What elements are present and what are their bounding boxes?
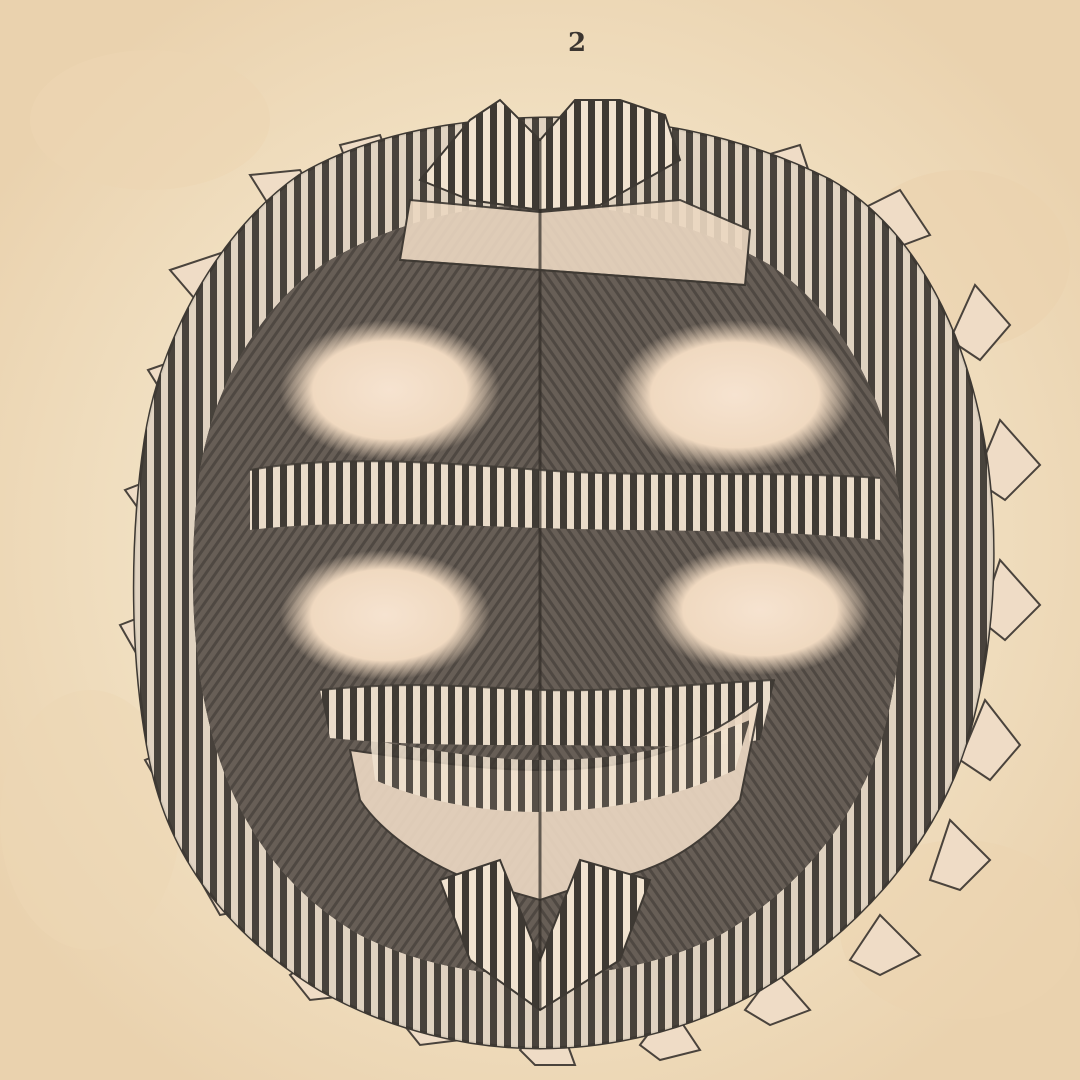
pale-patch-upper-right [615, 320, 855, 470]
pale-patch-lower-right [650, 545, 870, 675]
pale-patch-lower-left [280, 550, 490, 680]
foxing-stain [30, 50, 270, 190]
plate-number: 2 [567, 28, 587, 58]
pale-patch-upper-left [280, 320, 500, 460]
